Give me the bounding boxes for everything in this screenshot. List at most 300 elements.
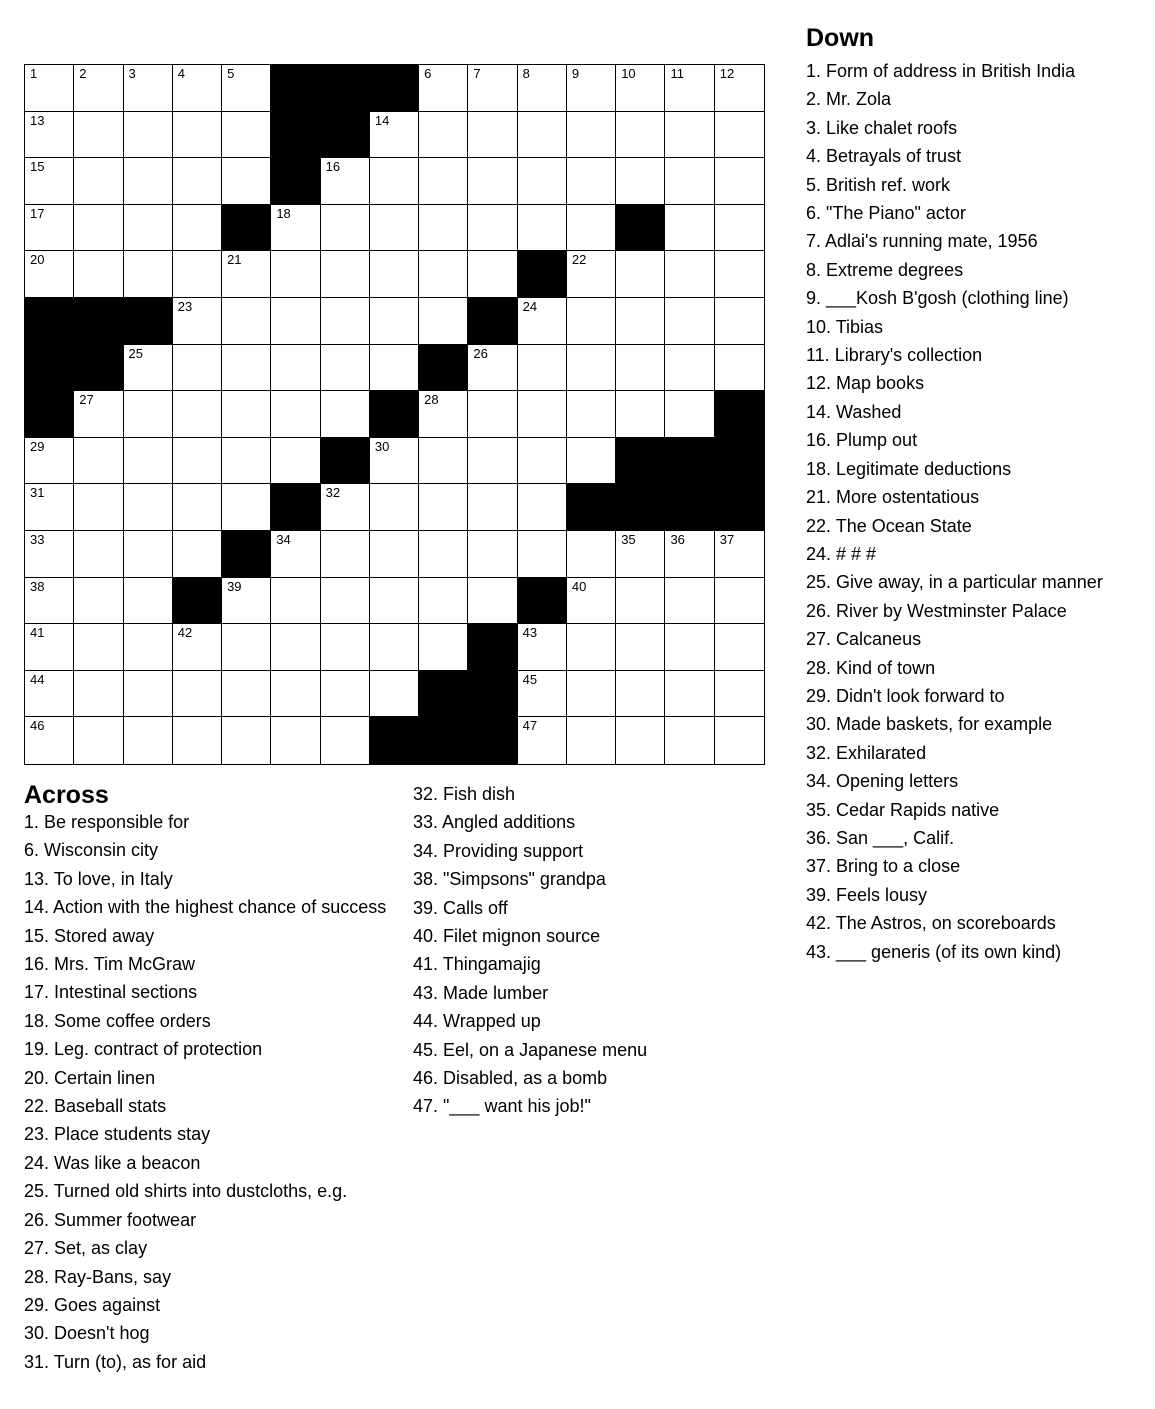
clue-item: 3. Like chalet roofs [806,117,958,138]
grid-cell[interactable] [271,391,320,438]
grid-cell[interactable] [468,345,517,392]
grid-cell[interactable] [173,298,222,345]
grid-cell[interactable] [124,158,173,205]
grid-cell[interactable] [419,438,468,485]
grid-cell[interactable] [370,298,419,345]
grid-cell[interactable] [419,624,468,671]
grid-cell[interactable] [370,158,419,205]
grid-cell[interactable] [222,624,271,671]
grid-cell[interactable] [124,205,173,252]
grid-cell[interactable] [567,251,616,298]
clue-item: 6. Wisconsin city [24,840,159,861]
grid-cell[interactable] [25,717,74,764]
clue-item: 24. Was like a beacon [24,1152,201,1173]
clue-item: 6. "The Piano" actor [806,203,966,224]
clue-item: 25. Turned old shirts into dustcloths, e.g. [24,1181,348,1202]
black-square [370,391,419,438]
grid-cell[interactable] [715,578,764,625]
black-square [321,65,370,112]
grid-cell[interactable] [222,671,271,718]
grid-cell[interactable] [468,578,517,625]
grid-cell[interactable] [124,671,173,718]
grid-cell[interactable] [419,531,468,578]
grid-cell[interactable] [173,531,222,578]
across-heading: Across [24,781,109,809]
grid-cell[interactable] [25,531,74,578]
down-heading: Down [806,24,875,52]
grid-cell[interactable] [468,112,517,159]
grid-cell[interactable] [222,345,271,392]
grid-cell[interactable] [222,484,271,531]
cell-number: 9 [571,66,580,81]
grid-cell[interactable] [468,391,517,438]
clue-item: 39. Calls off [413,897,508,918]
grid-cell[interactable] [616,112,665,159]
clue-item: 17. Intestinal sections [24,982,198,1003]
grid-cell[interactable] [518,484,567,531]
grid-cell[interactable] [419,578,468,625]
grid-cell[interactable] [321,205,370,252]
black-square [271,484,320,531]
cell-number: 34 [276,531,291,547]
grid-cell[interactable] [567,438,616,485]
grid-cell[interactable] [567,205,616,252]
black-square [222,205,271,252]
clue-item: 40. Filet mignon source [413,926,601,947]
grid-cell[interactable] [370,251,419,298]
clue-item: 21. More ostentatious [806,487,980,508]
cell-number: 16 [325,159,341,175]
black-square [321,438,370,485]
grid-cell[interactable] [616,578,665,625]
grid-cell[interactable] [518,624,567,671]
grid-cell[interactable] [518,298,567,345]
grid-cell[interactable] [567,65,616,112]
black-square [616,205,665,252]
black-square [25,298,74,345]
clue-item: 19. Leg. contract of protection [24,1039,263,1060]
clue-item: 34. Opening letters [806,771,959,792]
grid-cell[interactable] [567,671,616,718]
grid-cell[interactable] [25,251,74,298]
cell-number: 36 [670,531,685,547]
cell-number: 14 [374,112,390,128]
grid-cell[interactable] [25,438,74,485]
clue-item: 32. Exhilarated [806,742,927,763]
clue-item: 42. The Astros, on scoreboards [806,913,1056,934]
grid-cell[interactable] [173,717,222,764]
grid-cell[interactable] [321,717,370,764]
grid-cell[interactable] [222,391,271,438]
black-square [222,531,271,578]
grid-cell[interactable] [665,578,714,625]
grid-cell[interactable] [124,112,173,159]
grid-cell[interactable] [468,158,517,205]
grid-cell[interactable] [271,531,320,578]
clue-item: 39. Feels lousy [806,884,928,905]
grid-cell[interactable] [616,717,665,764]
cell-number: 33 [30,531,45,547]
grid-cell[interactable] [222,298,271,345]
clue-item: 26. River by Westminster Palace [806,600,1067,621]
grid-cell[interactable] [715,531,764,578]
grid-cell[interactable] [616,624,665,671]
black-square [370,65,419,112]
clue-item: 8. Extreme degrees [806,259,964,280]
grid-cell[interactable] [321,578,370,625]
grid-cell[interactable] [468,438,517,485]
grid-cell[interactable] [124,65,173,112]
grid-cell[interactable] [518,391,567,438]
grid-cell[interactable] [370,578,419,625]
grid-cell[interactable] [715,205,764,252]
grid-cell[interactable] [271,205,320,252]
crossword-grid [24,64,765,765]
cell-number: 42 [177,625,193,641]
cell-number: 1 [30,66,38,81]
black-square [468,298,517,345]
grid-cell[interactable] [419,484,468,531]
cell-number: 44 [30,671,45,687]
clue-item: 18. Some coffee orders [24,1010,211,1031]
grid-cell[interactable] [419,65,468,112]
grid-cell[interactable] [124,484,173,531]
black-square [468,671,517,718]
grid-cell[interactable] [124,717,173,764]
grid-cell[interactable] [616,298,665,345]
grid-cell[interactable] [616,251,665,298]
grid-cell[interactable] [74,112,123,159]
grid-cell[interactable] [518,531,567,578]
clue-item: 33. Angled additions [413,812,576,833]
grid-cell[interactable] [173,65,222,112]
black-square [715,391,764,438]
black-square [419,671,468,718]
grid-cell[interactable] [173,438,222,485]
black-square [370,717,419,764]
grid-cell[interactable] [271,717,320,764]
grid-cell[interactable] [665,251,714,298]
cell-number: 45 [522,671,538,687]
grid-cell[interactable] [567,578,616,625]
grid-cell[interactable] [321,298,370,345]
grid-cell[interactable] [124,251,173,298]
cell-number: 13 [30,112,45,128]
black-square [518,251,567,298]
grid-cell[interactable] [124,531,173,578]
clue-item: 5. British ref. work [806,174,951,195]
grid-cell[interactable] [665,531,714,578]
grid-cell[interactable] [715,251,764,298]
grid-cell[interactable] [518,438,567,485]
grid-cell[interactable] [665,671,714,718]
grid-cell[interactable] [25,205,74,252]
grid-cell[interactable] [124,438,173,485]
black-square [25,345,74,392]
black-square [468,624,517,671]
grid-cell[interactable] [321,624,370,671]
clue-item: 28. Kind of town [806,657,936,678]
cell-number: 10 [621,66,636,81]
grid-cell[interactable] [665,205,714,252]
grid-cell[interactable] [370,112,419,159]
grid-cell[interactable] [74,391,123,438]
clue-item: 18. Legitimate deductions [806,458,1012,479]
grid-cell[interactable] [321,531,370,578]
grid-cell[interactable] [419,298,468,345]
grid-cell[interactable] [665,391,714,438]
cell-number: 21 [227,252,242,268]
clue-item: 37. Bring to a close [806,856,961,877]
grid-cell[interactable] [25,65,74,112]
grid-cell[interactable] [271,671,320,718]
grid-cell[interactable] [567,158,616,205]
grid-cell[interactable] [124,578,173,625]
clue-item: 15. Stored away [24,925,155,946]
clue-item: 36. San ___, Calif. [806,827,955,848]
clue-item: 34. Providing support [413,840,584,861]
grid-cell[interactable] [370,671,419,718]
grid-cell[interactable] [567,531,616,578]
across-clue-list-continued [413,780,803,1121]
grid-cell[interactable] [715,112,764,159]
clue-item: 14. Washed [806,401,902,422]
black-square [715,484,764,531]
grid-cell[interactable] [173,391,222,438]
clue-item: 2. Mr. Zola [806,89,892,110]
grid-cell[interactable] [271,345,320,392]
grid-cell[interactable] [74,624,123,671]
grid-cell[interactable] [370,345,419,392]
clue-item: 25. Give away, in a particular manner [806,572,1103,593]
grid-cell[interactable] [173,484,222,531]
clue-item: 31. Turn (to), as for aid [24,1351,207,1372]
grid-cell[interactable] [567,298,616,345]
grid-cell[interactable] [616,391,665,438]
grid-cell[interactable] [468,531,517,578]
grid-cell[interactable] [321,158,370,205]
grid-cell[interactable] [25,158,74,205]
grid-cell[interactable] [419,251,468,298]
grid-cell[interactable] [370,624,419,671]
grid-cell[interactable] [715,624,764,671]
grid-cell[interactable] [518,65,567,112]
grid-cell[interactable] [222,158,271,205]
clue-item: 12. Map books [806,373,925,394]
grid-cell[interactable] [518,671,567,718]
grid-cell[interactable] [616,531,665,578]
cell-number: 7 [473,66,481,81]
grid-cell[interactable] [74,158,123,205]
clue-item: 23. Place students stay [24,1124,211,1145]
clue-item: 16. Mrs. Tim McGraw [24,954,196,975]
grid-cell[interactable] [321,671,370,718]
grid-cell[interactable] [715,298,764,345]
grid-cell[interactable] [616,65,665,112]
grid-cell[interactable] [518,112,567,159]
grid-cell[interactable] [419,205,468,252]
cell-number: 11 [670,66,684,81]
grid-cell[interactable] [518,717,567,764]
cell-number: 39 [227,578,242,594]
grid-cell[interactable] [271,298,320,345]
grid-cell[interactable] [321,251,370,298]
grid-cell[interactable] [321,391,370,438]
grid-cell[interactable] [173,112,222,159]
black-square [74,345,123,392]
cell-number: 20 [30,252,45,268]
clue-item: 41. Thingamajig [413,954,541,975]
black-square [468,717,517,764]
black-square [271,65,320,112]
grid-cell[interactable] [74,205,123,252]
grid-cell[interactable] [74,65,123,112]
grid-cell[interactable] [665,717,714,764]
grid-cell[interactable] [715,671,764,718]
grid-cell[interactable] [321,345,370,392]
grid-cell[interactable] [715,65,764,112]
clue-item: 43. ___ generis (of its own kind) [806,941,1062,962]
cell-number: 6 [424,66,432,81]
grid-cell[interactable] [616,671,665,718]
grid-cell[interactable] [567,717,616,764]
grid-cell[interactable] [74,438,123,485]
grid-cell[interactable] [567,624,616,671]
grid-cell[interactable] [370,438,419,485]
grid-cell[interactable] [74,671,123,718]
grid-cell[interactable] [74,578,123,625]
grid-cell[interactable] [468,484,517,531]
grid-cell[interactable] [518,205,567,252]
grid-cell[interactable] [25,578,74,625]
grid-cell[interactable] [173,345,222,392]
grid-cell[interactable] [271,438,320,485]
grid-cell[interactable] [370,531,419,578]
grid-cell[interactable] [74,717,123,764]
cell-number: 29 [30,438,45,454]
grid-cell[interactable] [419,112,468,159]
grid-cell[interactable] [616,345,665,392]
cell-number: 46 [30,718,45,734]
cell-number: 25 [128,345,143,361]
clue-item: 29. Goes against [24,1294,161,1315]
grid-cell[interactable] [616,158,665,205]
black-square [271,112,320,159]
grid-cell[interactable] [25,624,74,671]
grid-cell[interactable] [25,484,74,531]
grid-cell[interactable] [173,671,222,718]
grid-cell[interactable] [74,251,123,298]
grid-cell[interactable] [665,112,714,159]
black-square [665,438,714,485]
grid-cell[interactable] [665,65,714,112]
grid-cell[interactable] [518,345,567,392]
grid-cell[interactable] [468,65,517,112]
cell-number: 3 [128,66,136,81]
grid-cell[interactable] [25,112,74,159]
clue-item: 10. Tibias [806,316,884,337]
black-square [124,298,173,345]
grid-cell[interactable] [518,158,567,205]
clue-item: 9. ___Kosh B'gosh (clothing line) [806,288,1069,309]
grid-cell[interactable] [665,345,714,392]
grid-cell[interactable] [173,251,222,298]
grid-cell[interactable] [271,624,320,671]
clue-item: 29. Didn't look forward to [806,685,1005,706]
grid-cell[interactable] [419,391,468,438]
cell-number: 27 [79,392,94,408]
clue-item: 1. Form of address in British India [806,61,1076,81]
cell-number: 37 [719,531,735,547]
cell-number: 38 [30,578,45,594]
grid-cell[interactable] [222,438,271,485]
down-clue-list [806,57,1151,966]
cell-number: 22 [571,252,587,268]
clue-item: 11. Library's collection [806,345,983,366]
cell-number: 15 [30,159,45,175]
black-square [25,391,74,438]
grid-cell[interactable] [124,391,173,438]
cell-number: 24 [522,298,538,314]
cell-number: 12 [719,66,735,81]
grid-cell[interactable] [567,391,616,438]
grid-cell[interactable] [468,251,517,298]
grid-cell[interactable] [222,578,271,625]
grid-cell[interactable] [173,158,222,205]
clue-item: 20. Certain linen [24,1067,156,1088]
grid-cell[interactable] [74,531,123,578]
grid-cell[interactable] [468,205,517,252]
grid-cell[interactable] [665,298,714,345]
grid-cell[interactable] [665,158,714,205]
across-clue-list [24,808,394,1376]
grid-cell[interactable] [271,251,320,298]
grid-cell[interactable] [665,624,714,671]
grid-cell[interactable] [74,484,123,531]
grid-cell[interactable] [173,624,222,671]
grid-cell[interactable] [124,345,173,392]
grid-cell[interactable] [222,65,271,112]
clue-item: 13. To love, in Italy [24,868,173,889]
grid-cell[interactable] [715,717,764,764]
grid-cell[interactable] [222,717,271,764]
grid-cell[interactable] [715,345,764,392]
grid-cell[interactable] [222,251,271,298]
grid-cell[interactable] [370,205,419,252]
grid-cell[interactable] [321,484,370,531]
cell-number: 4 [177,66,186,81]
grid-cell[interactable] [25,671,74,718]
grid-cell[interactable] [567,112,616,159]
clue-item: 44. Wrapped up [413,1011,541,1032]
grid-cell[interactable] [419,158,468,205]
cell-number: 18 [276,205,291,221]
clue-item: 22. Baseball stats [24,1096,167,1117]
grid-cell[interactable] [715,158,764,205]
clue-item: 14. Action with the highest chance of success [24,897,387,918]
clue-item: 35. Cedar Rapids native [806,799,1000,820]
grid-cell[interactable] [567,345,616,392]
black-square [616,484,665,531]
clue-item: 30. Doesn't hog [24,1323,150,1344]
grid-cell[interactable] [173,205,222,252]
grid-cell[interactable] [124,624,173,671]
grid-cell[interactable] [370,484,419,531]
grid-cell[interactable] [271,578,320,625]
grid-cell[interactable] [222,112,271,159]
cell-number: 30 [374,438,390,454]
clue-item: 1. Be responsible for [24,812,190,832]
